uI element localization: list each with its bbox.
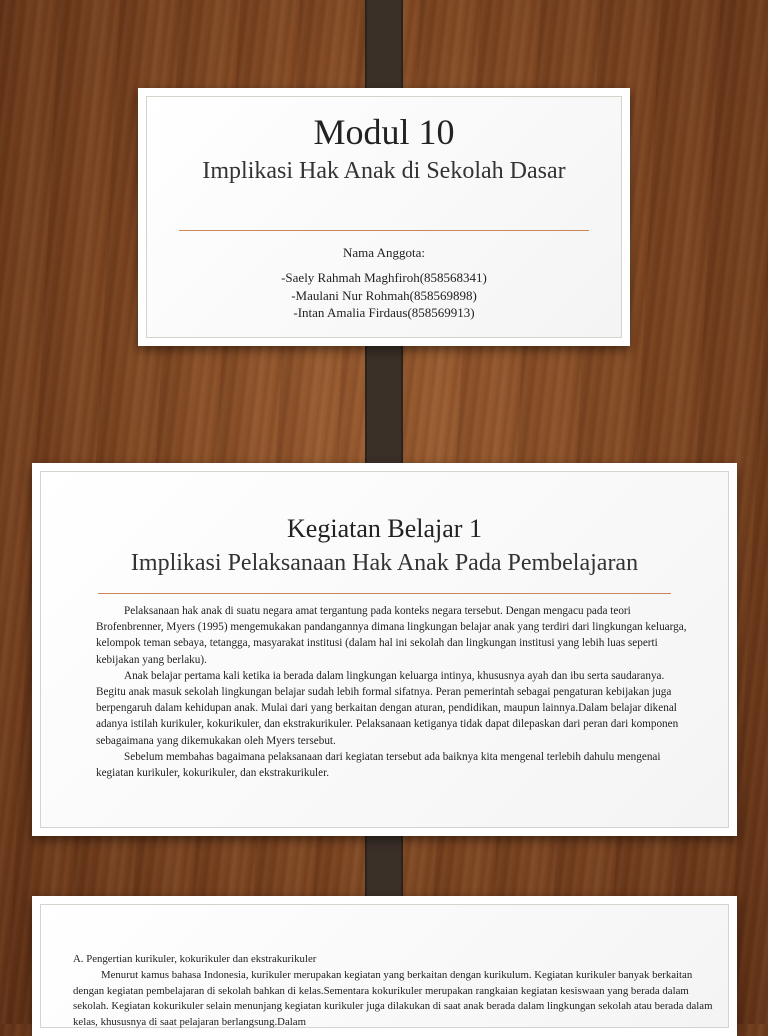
- member-item: -Saely Rahmah Maghfiroh(858568341): [281, 270, 487, 285]
- definition-card: [32, 896, 737, 1036]
- lesson-subtitle: Implikasi Pelaksanaan Hak Anak Pada Pembelajaran: [130, 550, 639, 576]
- lesson-title: Kegiatan Belajar 1: [287, 514, 482, 543]
- lesson-body: [96, 603, 696, 781]
- member-item: -Intan Amalia Firdaus(858569913): [293, 305, 475, 320]
- body-paragraph: Menurut kamus bahasa Indonesia, kurikuler merupakan kegiatan yang berkaitan dengan kurikulum. Kegiatan kurikuler banyak berkaitan dengan kegiatan pembelajaran di sekolah bahkan di kelas.Sementara kokurikuler merupakan rangkaian kegiatan kesiswaan yang berada dalam sekolah. Kegiatan kokurikuler selain menunjang kegiatan kurikuler juga dilakukan di saat anak berada dalam lingkungan sekolah atau berada dalam kelas, khususnya di saat pelajaran berlangsung.Dalam: [73, 968, 713, 1029]
- module-title: Modul 10: [313, 112, 455, 152]
- divider-line: [98, 593, 671, 594]
- definition-card-inner: [40, 904, 729, 1028]
- title-slide-inner: [146, 96, 622, 338]
- divider-line: [179, 230, 589, 231]
- members-label: Nama Anggota:: [343, 245, 425, 260]
- body-paragraph: Anak belajar pertama kali ketika ia berada dalam lingkungan keluarga intinya, khususnya ayah dan ibu serta saudaranya. Begitu anak masuk sekolah lingkungan belajar sudah lebih formal sifatnya. Peran pemerintah sebagai pengaturan kebijakan juga berpengaruh dalam kehidupan anak. Mulai dari yang berkaitan dengan aturan, pendidikan, maupun lainnya.Dalam belajar dikenal adanya istilah kurikuler, kokurikuler, dan ekstrakurikuler. Pelaksanaan ketiganya tidak dapat dilepaskan dari peran dari komponen sebagaimana yang dikemukakan oleh Myers tersebut.: [96, 669, 679, 747]
- lesson-card: [32, 463, 737, 836]
- body-paragraph: Sebelum membahas bagaimana pelaksanaan dari kegiatan tersebut ada baiknya kita mengenal terlebih dahulu mengenai kegiatan kurikuler, kokurikuler, dan ekstrakurikuler.: [96, 750, 661, 780]
- member-item: -Maulani Nur Rohmah(858569898): [291, 287, 477, 303]
- definition-body: [73, 952, 717, 1031]
- section-heading: A. Pengertian kurikuler, kokurikuler dan ekstrakurikuler: [73, 953, 317, 965]
- members-list: [147, 269, 621, 322]
- title-slide-card: [138, 88, 630, 346]
- lesson-card-inner: [40, 471, 729, 828]
- module-subtitle: Implikasi Hak Anak di Sekolah Dasar: [202, 158, 566, 184]
- connector-top: [365, 0, 403, 92]
- connector-middle: [365, 330, 403, 480]
- body-paragraph: Pelaksanaan hak anak di suatu negara amat tergantung pada konteks negara tersebut. Dengan mengacu pada teori Brofenbrenner, Myers (1995) mengemukakan pandangannya dimana lingkungan belajar anak yang terdiri dari lingkungan keluarga, kelompok teman sebaya, tetangga, masyarakat institusi (dalam hal ini sekolah dan lingkungan institusi yang lebih luas seperti kebijakan yang berlaku).: [96, 605, 687, 666]
